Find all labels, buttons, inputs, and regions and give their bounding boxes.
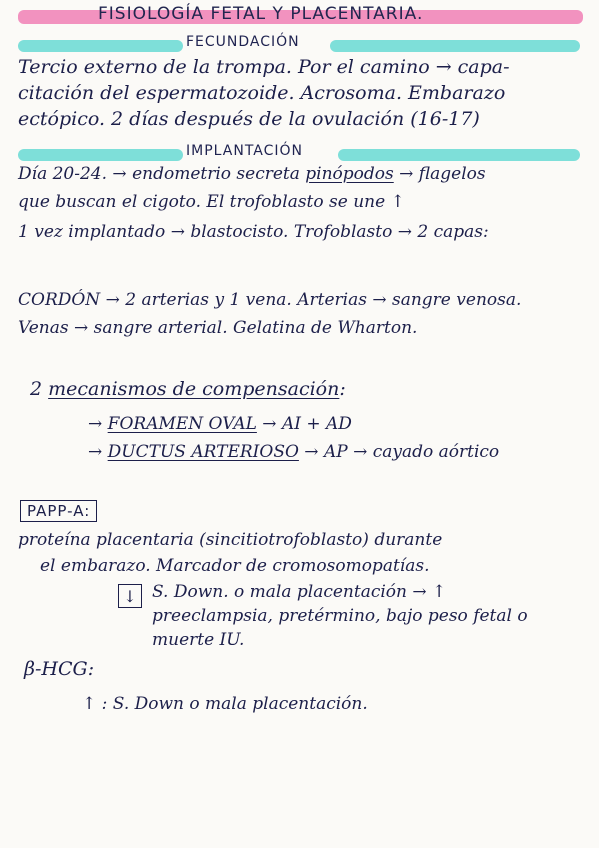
fecundacion-heading: FECUNDACIÓN	[186, 34, 300, 50]
implantacion-line-2: que buscan el cigoto. El trofoblasto se une ↑	[18, 192, 405, 212]
papp-detail-2: preeclampsia, pretérmino, bajo peso fetal o	[152, 606, 528, 626]
cordon-line-1: CORDÓN → 2 arterias y 1 vena. Arterias → sangre venosa.	[18, 290, 522, 310]
fecundacion-highlight-left	[18, 40, 183, 52]
papp-detail-3: muerte IU.	[152, 630, 245, 650]
papp-line-1: proteína placentaria (sincitiotrofoblasto) durante	[18, 530, 443, 550]
papp-detail-1: S. Down. o mala placentación → ↑	[152, 582, 447, 602]
implantacion-highlight-left	[18, 149, 183, 161]
cordon-line-2: Venas → sangre arterial. Gelatina de Wharton.	[18, 318, 418, 338]
fecundacion-line-1: Tercio externo de la trompa. Por el camino → capa-	[18, 56, 510, 78]
underlined-term: FORAMEN OVAL	[107, 414, 257, 434]
compensacion-heading: 2 mecanismos de compensación:	[30, 378, 346, 400]
fecundacion-line-2: citación del espermatozoide. Acrosoma. Embarazo	[18, 82, 506, 104]
underlined-term: DUCTUS ARTERIOSO	[107, 442, 299, 462]
bhcg-line: ↑ : S. Down o mala placentación.	[82, 694, 368, 714]
fecundacion-line-3: ectópico. 2 días después de la ovulación (16-17)	[18, 108, 480, 130]
underlined-term: pinópodos	[305, 164, 394, 184]
compensacion-item-2: → DUCTUS ARTERIOSO → AP → cayado aórtico	[88, 442, 500, 462]
papp-label: PAPP-A:	[20, 500, 97, 522]
page-title: FISIOLOGÍA FETAL Y PLACENTARIA.	[98, 4, 424, 24]
fecundacion-highlight-right	[330, 40, 580, 52]
bhcg-label: β-HCG:	[24, 658, 95, 680]
compensacion-item-1: → FORAMEN OVAL → AI + AD	[88, 414, 352, 434]
implantacion-line-1: Día 20-24. → endometrio secreta pinópodos → flagelos	[18, 164, 486, 184]
underlined-term: mecanismos de compensación	[48, 378, 340, 400]
implantacion-line-3: 1 vez implantado → blastocisto. Trofoblasto → 2 capas:	[18, 222, 489, 242]
papp-line-2: el embarazo. Marcador de cromosomopatías.	[40, 556, 430, 576]
down-arrow-box-icon: ↓	[118, 584, 142, 608]
implantacion-heading: IMPLANTACIÓN	[186, 143, 304, 159]
implantacion-highlight-right	[338, 149, 580, 161]
